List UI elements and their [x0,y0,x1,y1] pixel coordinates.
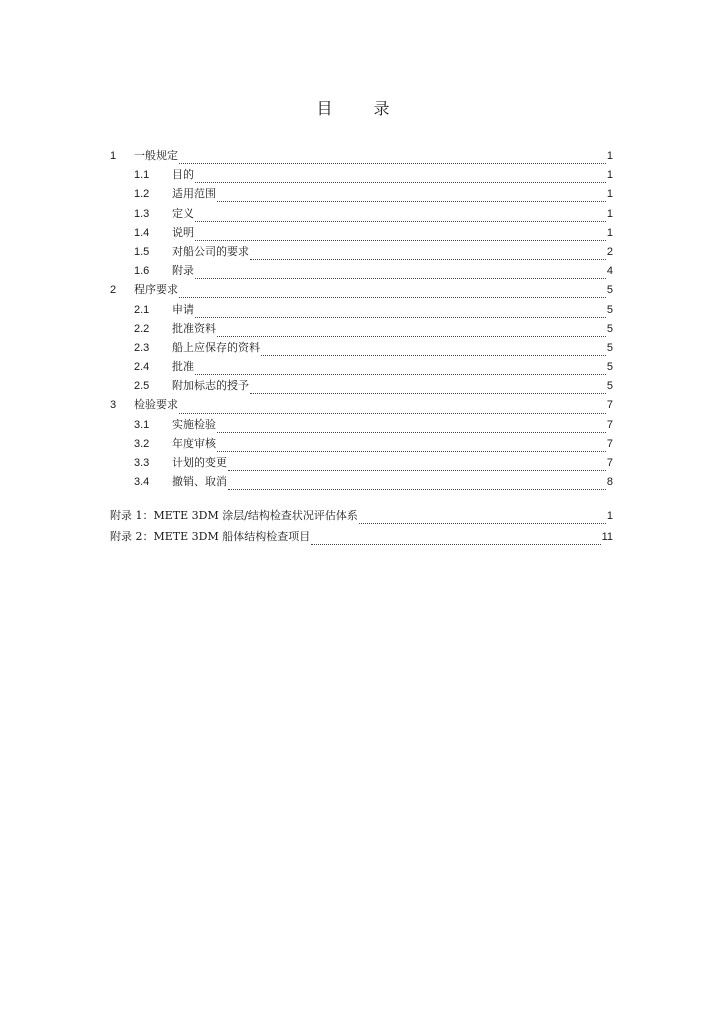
toc-heading: 批准资料 [172,321,216,335]
toc-number: 2.2 [134,322,150,335]
toc-heading: 年度审核 [172,436,216,450]
toc-number: 2.1 [134,303,150,316]
toc-page-number: 8 [606,476,613,489]
appendix-row[interactable] [110,505,613,526]
toc-page-number: 7 [606,437,613,450]
toc-number: 1.2 [134,188,150,201]
toc-number: 1 [110,150,117,162]
toc-number: 1.6 [134,265,150,278]
toc-number: 3.1 [134,418,150,431]
toc-leader-dots [195,170,606,183]
appendix-list [110,505,613,547]
toc-leader-dots [217,420,606,433]
toc-heading: 计划的变更 [172,456,227,469]
toc-section-row[interactable] [110,357,613,376]
toc-leader-dots [250,247,606,260]
toc-leader-dots [179,285,606,298]
toc-leader-dots [250,381,606,394]
toc-number: 3 [110,399,117,412]
toc-heading: 适用范围 [172,187,216,201]
toc-number: 3.4 [134,476,150,489]
toc-leader-dots [195,266,606,279]
toc-heading: 定义 [172,206,194,220]
toc-leader-dots [195,209,606,222]
toc-heading: 附加标志的授予 [172,379,249,393]
toc-number: 3.2 [134,437,150,450]
table-of-contents [110,146,613,491]
toc-leader-dots [311,532,600,545]
appendix-row[interactable] [110,526,613,547]
toc-leader-dots [217,439,606,452]
toc-leader-dots [359,511,606,524]
toc-page-number: 1 [606,169,613,182]
toc-page-number: 1 [606,226,613,239]
toc-section-row[interactable] [110,472,613,491]
toc-number: 3.3 [134,457,150,469]
toc-chapter-row[interactable] [110,395,613,414]
toc-heading: 说明 [172,225,194,239]
toc-page-number: 2 [606,245,613,258]
toc-number: 2 [110,284,117,297]
toc-page-number: 1 [606,188,613,201]
toc-chapter-row[interactable] [110,146,613,165]
toc-number: 2.5 [134,380,150,393]
toc-section-row[interactable] [110,184,613,203]
toc-page-number: 1 [606,150,613,162]
toc-leader-dots [195,362,606,375]
toc-leader-dots [228,477,606,490]
toc-section-row[interactable] [110,453,613,472]
toc-leader-dots [217,189,606,202]
toc-page-number: 5 [606,303,613,316]
toc-leader-dots [195,305,606,318]
toc-page-number: 7 [606,418,613,431]
toc-section-row[interactable] [110,204,613,223]
toc-page-number: 5 [606,284,613,297]
toc-number: 1.4 [134,226,150,239]
toc-number: 1.1 [134,169,150,182]
toc-number: 1.5 [134,245,150,258]
toc-page-number: 7 [606,457,613,469]
toc-heading: 对船公司的要求 [172,244,249,258]
toc-heading: 检验要求 [134,398,178,412]
toc-page-number: 5 [606,341,613,354]
toc-section-row[interactable] [110,300,613,319]
appendix-heading: 附录 2：METE 3DM 船体结构检查项目 [110,530,311,543]
toc-page-number: 4 [606,265,613,278]
toc-page-number: 5 [606,361,613,374]
toc-section-row[interactable] [110,376,613,395]
toc-section-row[interactable] [110,434,613,453]
toc-heading: 申请 [172,302,194,316]
toc-number: 2.4 [134,361,150,374]
toc-heading: 撤销、取消 [172,475,227,489]
appendix-page-number: 1 [606,510,613,522]
toc-number: 2.3 [134,341,150,354]
toc-page-number: 5 [606,322,613,335]
toc-heading: 程序要求 [134,283,178,297]
toc-leader-dots [228,458,606,471]
toc-section-row[interactable] [110,338,613,357]
toc-heading: 批准 [172,360,194,374]
toc-chapter-row[interactable] [110,280,613,299]
toc-section-row[interactable] [110,319,613,338]
toc-leader-dots [179,401,606,414]
toc-section-row[interactable] [110,223,613,242]
toc-leader-dots [195,228,606,241]
toc-section-row[interactable] [110,261,613,280]
toc-section-row[interactable] [110,165,613,184]
toc-leader-dots [261,343,606,356]
toc-leader-dots [179,151,606,164]
toc-title: 目 录 [316,99,408,118]
toc-heading: 实施检验 [172,417,216,431]
toc-leader-dots [217,324,606,337]
toc-section-row[interactable] [110,242,613,261]
toc-number: 1.3 [134,207,150,220]
toc-section-row[interactable] [110,415,613,434]
toc-heading: 目的 [172,168,194,182]
toc-page-number: 1 [606,207,613,220]
toc-page-number: 5 [606,380,613,393]
toc-page-number: 7 [606,399,613,412]
toc-heading: 船上应保存的资料 [172,340,260,354]
toc-heading: 附录 [172,264,194,278]
appendix-heading: 附录 1：METE 3DM 涂层/结构检查状况评估体系 [110,509,358,522]
toc-heading: 一般规定 [134,149,178,162]
appendix-page-number: 11 [601,531,613,543]
